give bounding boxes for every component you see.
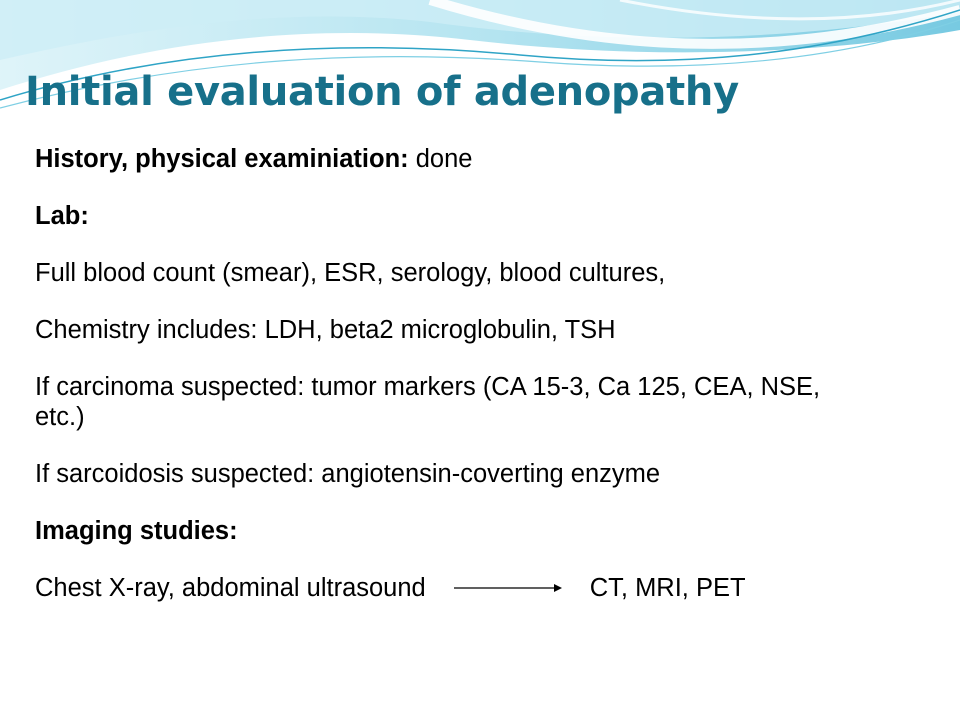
lab-heading: Lab: <box>35 202 89 230</box>
imaging-line <box>35 573 935 603</box>
history-line <box>35 144 935 174</box>
lab-line-chemistry: Chemistry includes: LDH, beta2 microglobulin, TSH <box>35 316 616 344</box>
imaging-first: Chest X-ray, abdominal ultrasound <box>35 574 426 602</box>
lab-line-carcinoma: If carcinoma suspected: tumor markers (CA 15-3, Ca 125, CEA, NSE, etc.) <box>35 373 821 431</box>
lab-line-sarcoidosis: If sarcoidosis suspected: angiotensin-coverting enzyme <box>35 460 661 488</box>
slide-title: Initial evaluation of adenopathy <box>25 69 739 115</box>
right-arrow-icon <box>454 582 562 594</box>
history-label: History, physical examiniation: <box>35 145 409 173</box>
imaging-second: CT, MRI, PET <box>589 574 746 602</box>
history-value: done <box>408 145 473 173</box>
imaging-heading: Imaging studies: <box>35 517 238 545</box>
lab-line-blood-count: Full blood count (smear), ESR, serology, blood cultures, <box>35 259 666 287</box>
slide-body <box>35 144 935 630</box>
